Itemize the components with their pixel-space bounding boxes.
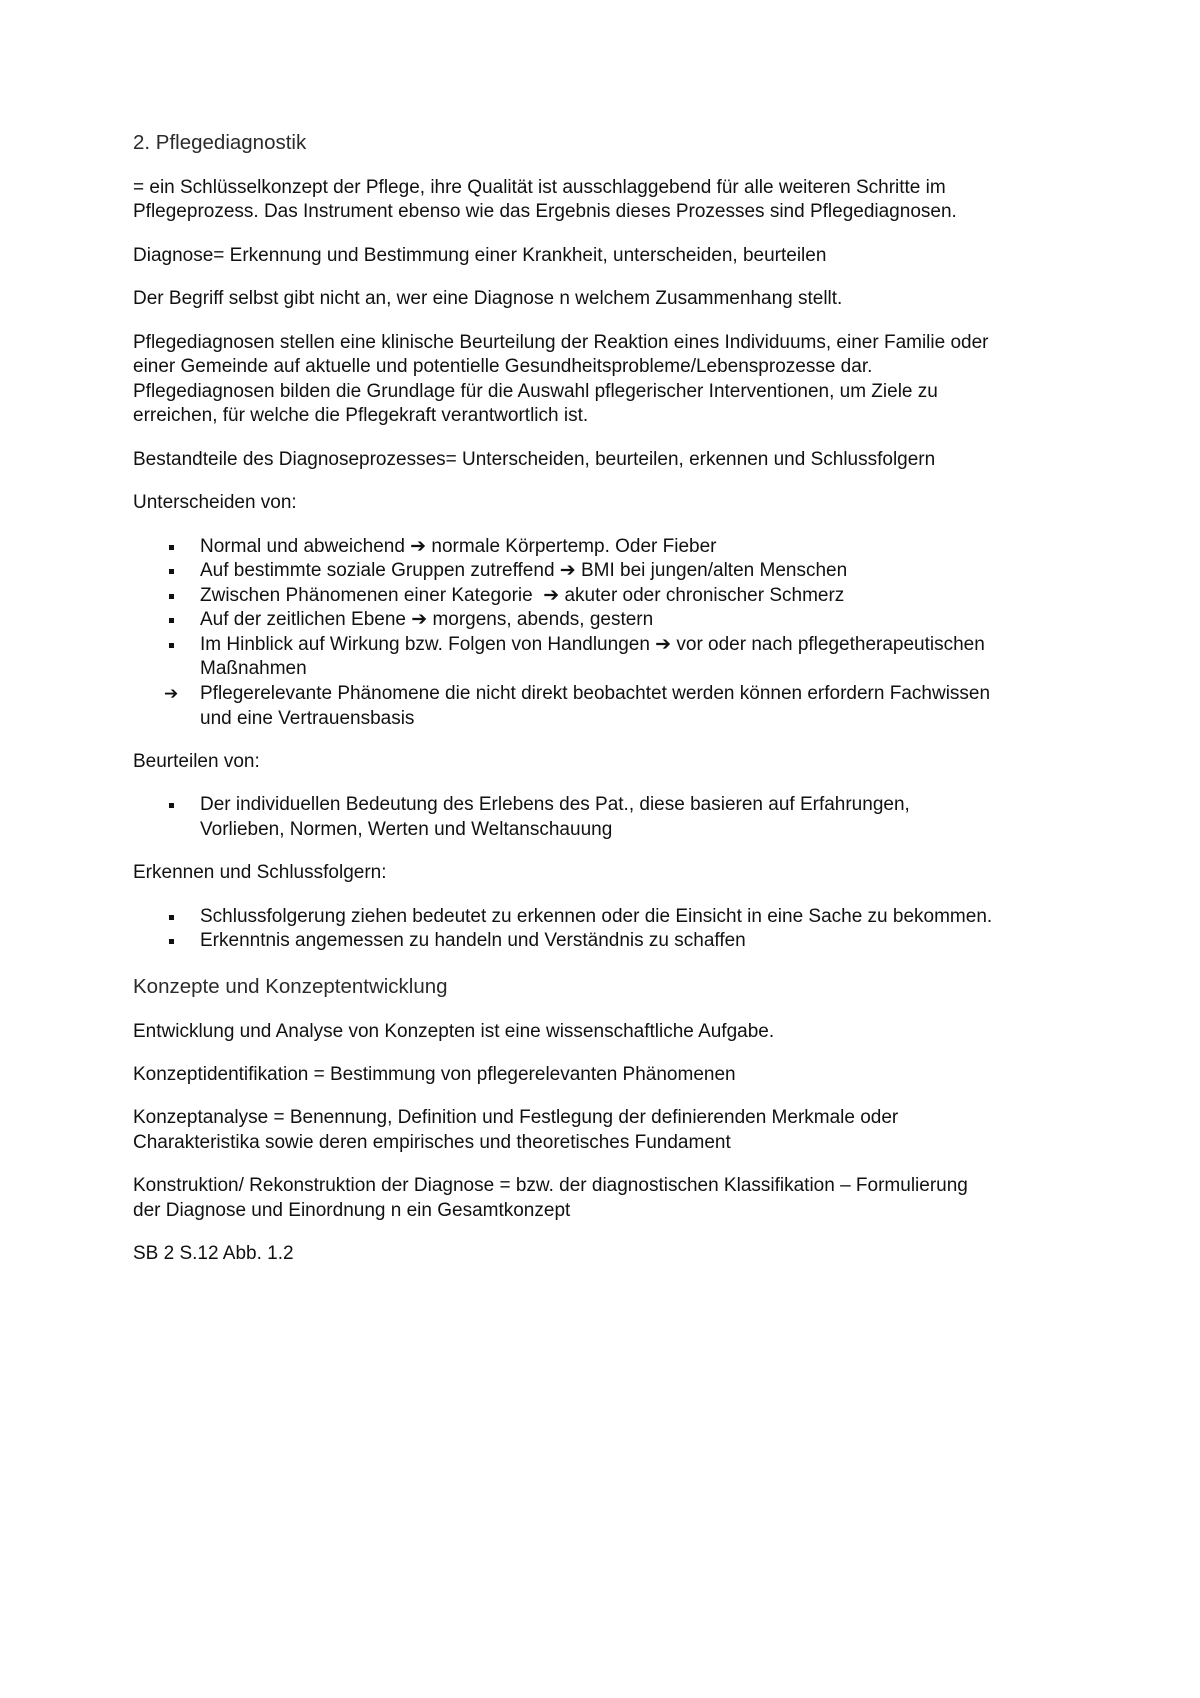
paragraph-line: Entwicklung und Analyse von Konzepten ist eine wissenschaftliche Aufgabe. (133, 1020, 775, 1042)
paragraph-line: der Diagnose und Einordnung n ein Gesamtkonzept (133, 1199, 571, 1221)
list-item (133, 905, 1173, 930)
list-label-erkennen (133, 861, 1173, 886)
list-item-text: Auf der zeitlichen Ebene ➔ morgens, abends, gestern (200, 609, 654, 631)
bullet-list-erkennen (133, 905, 1173, 954)
paragraph-line: Konzeptanalyse = Benennung, Definition und Festlegung der definierenden Merkmale oder (133, 1107, 899, 1129)
list-label-beurteilen (133, 750, 1173, 775)
bullet-list-unterscheiden (133, 535, 1173, 732)
list-item (133, 929, 1173, 954)
paragraph-konstruktion (133, 1174, 1173, 1223)
paragraph-konzeptanalyse (133, 1106, 1173, 1155)
paragraph-line: SB 2 S.12 Abb. 1.2 (133, 1243, 294, 1265)
bullet-list-beurteilen (133, 793, 1173, 842)
paragraph-line: Charakteristika sowie deren empirisches und theoretisches Fundament (133, 1131, 731, 1153)
list-item-text: Schlussfolgerung ziehen bedeutet zu erkennen oder die Einsicht in eine Sache zu bekommen. (200, 905, 993, 927)
list-label-text: Beurteilen von: (133, 751, 260, 773)
list-item (133, 633, 1173, 682)
section-heading-pflegediagnostik: 2. Pflegediagnostik (133, 131, 307, 154)
square-bullet-icon (169, 569, 174, 574)
list-item (133, 559, 1173, 584)
list-item-text: Normal und abweichend ➔ normale Körpertemp. Oder Fieber (200, 535, 717, 557)
paragraph-line: Pflegediagnosen bilden die Grundlage für die Auswahl pflegerischer Interventionen, um Ziele zu (133, 380, 938, 402)
document-body (133, 129, 1173, 1286)
list-item-text: Pflegerelevante Phänomene die nicht direkt beobachtet werden können erfordern Fachwissen (200, 683, 991, 705)
list-item (133, 793, 1173, 842)
list-label-text: Erkennen und Schlussfolgern: (133, 862, 387, 884)
paragraph-line: einer Gemeinde auf aktuelle und potentielle Gesundheitsprobleme/Lebensprozesse dar. (133, 356, 873, 378)
paragraph-entwicklung (133, 1020, 1173, 1045)
list-item-text: Zwischen Phänomenen einer Kategorie ➔ akuter oder chronischer Schmerz (200, 584, 845, 606)
paragraph-line: Konstruktion/ Rekonstruktion der Diagnose = bzw. der diagnostischen Klassifikation – Formulierung (133, 1175, 968, 1197)
list-item-text: Im Hinblick auf Wirkung bzw. Folgen von Handlungen ➔ vor oder nach pflegetherapeutischen (200, 633, 985, 655)
square-bullet-icon (169, 545, 174, 550)
paragraph-line: Konzeptidentifikation = Bestimmung von pflegerelevanten Phänomenen (133, 1064, 736, 1085)
list-label-unterscheiden (133, 491, 1173, 516)
paragraph-line: = ein Schlüsselkonzept der Pflege, ihre Qualität ist ausschlaggebend für alle weiteren Schritte im (133, 176, 946, 198)
paragraph-line: Pflegeprozess. Das Instrument ebenso wie das Ergebnis dieses Prozesses sind Pflegediagnosen. (133, 201, 957, 223)
square-bullet-icon (169, 939, 174, 944)
paragraph-line: erreichen, für welche die Pflegekraft verantwortlich ist. (133, 405, 589, 427)
list-item (133, 608, 1173, 633)
paragraph-begriff (133, 287, 1173, 312)
list-item (133, 535, 1173, 560)
paragraph-konzeptidentifikation (133, 1063, 1173, 1088)
paragraph-line: Diagnose= Erkennung und Bestimmung einer Krankheit, unterscheiden, beurteilen (133, 244, 827, 266)
paragraph-pflegediagnosen (133, 331, 1173, 429)
square-bullet-icon (169, 643, 174, 648)
list-item (133, 584, 1173, 609)
square-bullet-icon (169, 594, 174, 599)
list-item-text: Erkenntnis angemessen zu handeln und Verständnis zu schaffen (200, 930, 746, 952)
square-bullet-icon (169, 915, 174, 920)
list-item-text: Vorlieben, Normen, Werten und Weltanschauung (200, 819, 613, 841)
source-reference (133, 1242, 1173, 1267)
section-heading-konzepte: Konzepte und Konzeptentwicklung (133, 974, 448, 998)
paragraph-line: Bestandteile des Diagnoseprozesses= Unterscheiden, beurteilen, erkennen und Schlussfolgern (133, 448, 936, 470)
paragraph-line: Pflegediagnosen stellen eine klinische Beurteilung der Reaktion eines Individuums, einer Familie oder (133, 331, 989, 353)
arrow-bullet-icon: ➔ (164, 684, 179, 705)
paragraph-definition (133, 176, 1173, 225)
paragraph-bestandteile (133, 448, 1173, 473)
list-item-text: und eine Vertrauensbasis (200, 707, 415, 729)
list-item-text: Maßnahmen (200, 658, 307, 680)
list-item (133, 682, 1173, 731)
list-item-text: Auf bestimmte soziale Gruppen zutreffend ➔ BMI bei jungen/alten Menschen (200, 560, 848, 582)
paragraph-diagnose (133, 244, 1173, 269)
list-item-text: Der individuellen Bedeutung des Erlebens des Pat., diese basieren auf Erfahrungen, (200, 794, 910, 816)
paragraph-line: Der Begriff selbst gibt nicht an, wer eine Diagnose n welchem Zusammenhang stellt. (133, 288, 843, 310)
list-label-text: Unterscheiden von: (133, 492, 297, 514)
square-bullet-icon (169, 618, 174, 623)
square-bullet-icon (169, 803, 174, 808)
